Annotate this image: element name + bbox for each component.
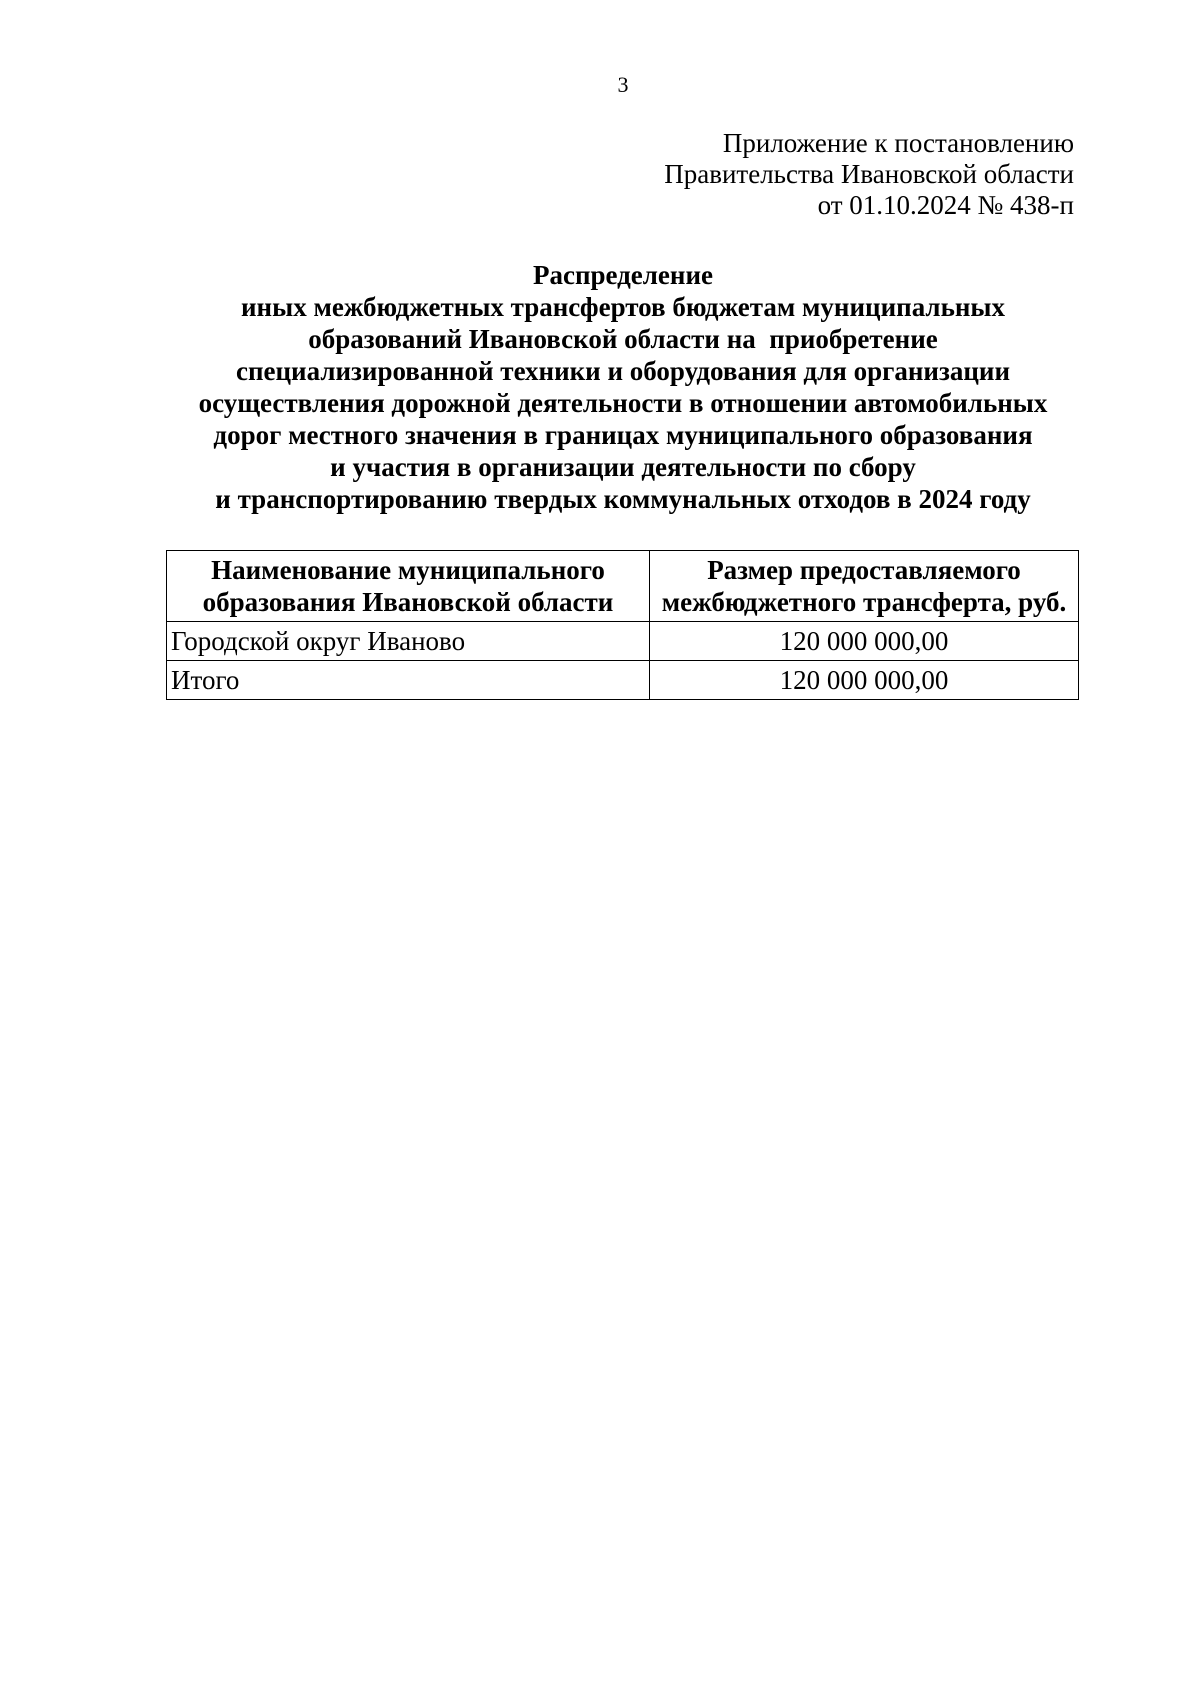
appendix-header bbox=[664, 128, 1074, 221]
title-line-4: специализированной техники и оборудования для организации bbox=[235, 356, 1011, 386]
allocation-table bbox=[166, 550, 1079, 700]
title-line-8: и транспортированию твердых коммунальных отходов в 2024 году bbox=[215, 484, 1031, 514]
header-amount bbox=[650, 551, 1079, 622]
row-municipality-name: Городской округ Иваново bbox=[167, 622, 650, 661]
header-amount-line-1: Размер предоставляемого bbox=[707, 555, 1021, 585]
row-amount: 120 000 000,00 bbox=[650, 622, 1079, 661]
title-line-6: дорог местного значения в границах муниципального образования bbox=[213, 420, 1033, 450]
page-number: 3 bbox=[617, 72, 629, 97]
header-municipality-line-2: образования Ивановской области bbox=[202, 587, 614, 617]
title-line-5: осуществления дорожной деятельности в отношении автомобильных bbox=[198, 388, 1048, 418]
total-label: Итого bbox=[167, 661, 650, 700]
title-line-1: Распределение bbox=[532, 260, 714, 290]
appendix-line-1: Приложение к постановлению bbox=[722, 128, 1074, 158]
appendix-line-3: от 01.10.2024 № 438-п bbox=[817, 190, 1074, 220]
appendix-line-2: Правительства Ивановской области bbox=[664, 159, 1074, 189]
title-line-3: образований Ивановской области на приобретение bbox=[308, 324, 938, 354]
table-row bbox=[167, 622, 1079, 661]
document-title bbox=[150, 259, 1096, 515]
header-amount-line-2: межбюджетного трансферта, руб. bbox=[661, 587, 1067, 617]
table-header-row bbox=[167, 551, 1079, 622]
header-municipality-line-1: Наименование муниципального bbox=[211, 555, 605, 585]
table-row-total bbox=[167, 661, 1079, 700]
title-line-7: и участия в организации деятельности по сбору bbox=[330, 452, 916, 482]
title-line-2: иных межбюджетных трансфертов бюджетам муниципальных bbox=[241, 292, 1005, 322]
header-municipality bbox=[167, 551, 650, 622]
total-amount: 120 000 000,00 bbox=[650, 661, 1079, 700]
